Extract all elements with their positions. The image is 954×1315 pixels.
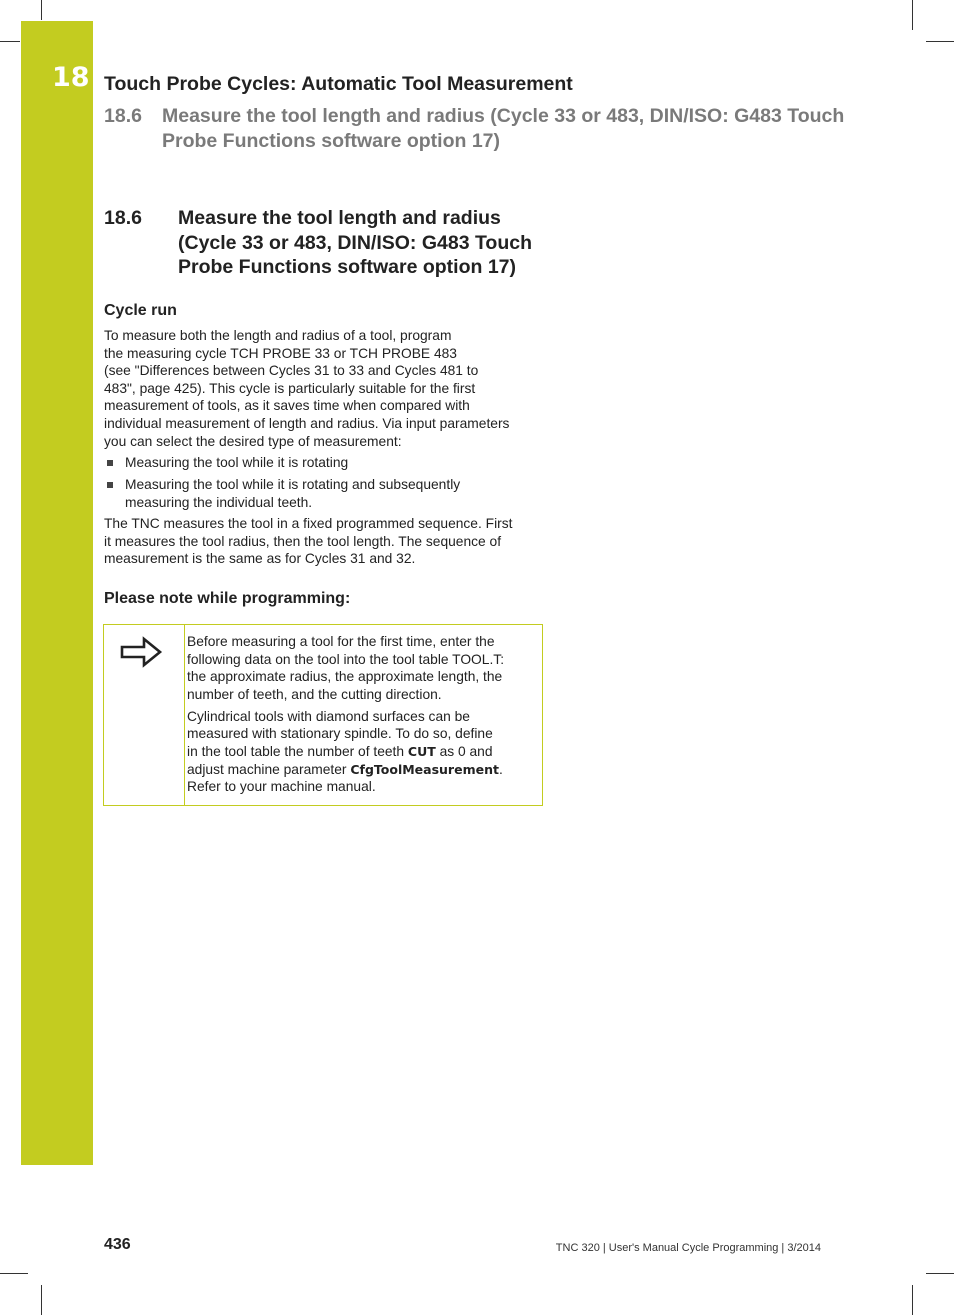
text-line: The TNC measures the tool in a fixed programmed sequence. First <box>104 516 513 531</box>
list-item <box>104 454 544 472</box>
section-number: 18.6 <box>104 207 142 229</box>
chapter-sidebar <box>21 21 93 1165</box>
bullet-square-icon <box>107 460 113 466</box>
text-segment: adjust machine parameter <box>187 761 351 777</box>
crop-mark <box>926 1273 954 1274</box>
note-divider <box>184 625 185 805</box>
cycle-run-sequence <box>104 515 544 568</box>
crop-mark <box>41 1285 42 1315</box>
text-line: Cylindrical tools with diamond surfaces can be <box>187 708 470 724</box>
text-line: you can select the desired type of measurement: <box>104 433 402 449</box>
running-head-text <box>162 104 864 154</box>
list-item-text: Measuring the tool while it is rotating <box>125 455 349 470</box>
running-head-line: Touch Probe Functions software option 17) <box>162 105 845 152</box>
programming-note-heading: Please note while programming: <box>104 590 351 607</box>
crop-mark <box>0 41 20 42</box>
running-head-number: 18.6 <box>104 105 142 127</box>
text-line: the approximate radius, the approximate length, the <box>187 669 503 685</box>
text-line <box>187 743 537 761</box>
crop-mark <box>926 41 954 42</box>
section-title-line: (Cycle 33 or 483, DIN/ISO: G483 Touch <box>178 231 533 254</box>
note-paragraph <box>187 633 537 703</box>
text-segment: . <box>498 761 503 777</box>
arrow-right-icon <box>118 633 166 673</box>
text-line: To measure both the length and radius of a tool, program <box>104 328 452 343</box>
text-line: Refer to your machine manual. <box>187 779 376 795</box>
text-line: Before measuring a tool for the first time, enter the <box>187 634 495 649</box>
text-line: 483", page 425). This cycle is particularly suitable for the first <box>104 380 476 396</box>
section-heading <box>104 206 564 280</box>
text-line: measurement of tools, as it saves time when compared with <box>104 398 470 414</box>
code-term-cut: CUT <box>407 744 436 760</box>
text-segment: as 0 and <box>435 744 493 760</box>
bullet-square-icon <box>107 482 113 488</box>
crop-mark <box>912 1285 913 1315</box>
chapter-number: 18 <box>52 62 90 93</box>
text-segment: in the tool table the number of teeth <box>187 744 408 760</box>
text-line: measured with stationary spindle. To do so, define <box>187 726 493 742</box>
code-term-parameter: CfgToolMeasurement <box>350 761 499 777</box>
text-line: number of teeth, and the cutting direction. <box>187 686 442 702</box>
crop-mark <box>912 0 913 30</box>
text-line: following data on the tool into the tool table TOOL.T: <box>187 651 505 667</box>
page-number: 436 <box>104 1236 131 1253</box>
measurement-type-list <box>104 454 544 516</box>
text-line <box>187 761 537 779</box>
section-title-line: Probe Functions software option 17) <box>178 256 517 278</box>
note-paragraph <box>187 708 537 796</box>
running-head-line: Measure the tool length and radius (Cycle 33 or 483, DIN/ISO: G483 <box>162 105 782 127</box>
text-line: it measures the tool radius, then the tool length. The sequence of <box>104 533 502 549</box>
section-title <box>178 206 564 280</box>
note-content <box>187 633 537 800</box>
text-line: the measuring cycle TCH PROBE 33 or TCH PROBE 483 <box>104 345 457 361</box>
running-head <box>104 104 864 154</box>
chapter-title: Touch Probe Cycles: Automatic Tool Measurement <box>104 73 573 95</box>
cycle-run-heading: Cycle run <box>104 302 177 319</box>
note-box <box>103 624 543 806</box>
text-line: (see "Differences between Cycles 31 to 33 and Cycles 481 to <box>104 363 479 379</box>
cycle-run-intro <box>104 327 544 450</box>
list-item <box>104 476 544 511</box>
list-item-text: Measuring the tool while it is rotating and subsequently <box>125 477 461 493</box>
list-item-text: measuring the individual teeth. <box>125 494 313 510</box>
footer-text: TNC 320 | User's Manual Cycle Programming | 3/2014 <box>555 1242 821 1254</box>
section-title-line: Measure the tool length and radius <box>178 207 501 229</box>
text-line: measurement is the same as for Cycles 31 and 32. <box>104 551 416 567</box>
text-line: individual measurement of length and radius. Via input parameters <box>104 415 510 431</box>
crop-mark <box>0 1273 28 1274</box>
crop-mark <box>41 0 42 20</box>
